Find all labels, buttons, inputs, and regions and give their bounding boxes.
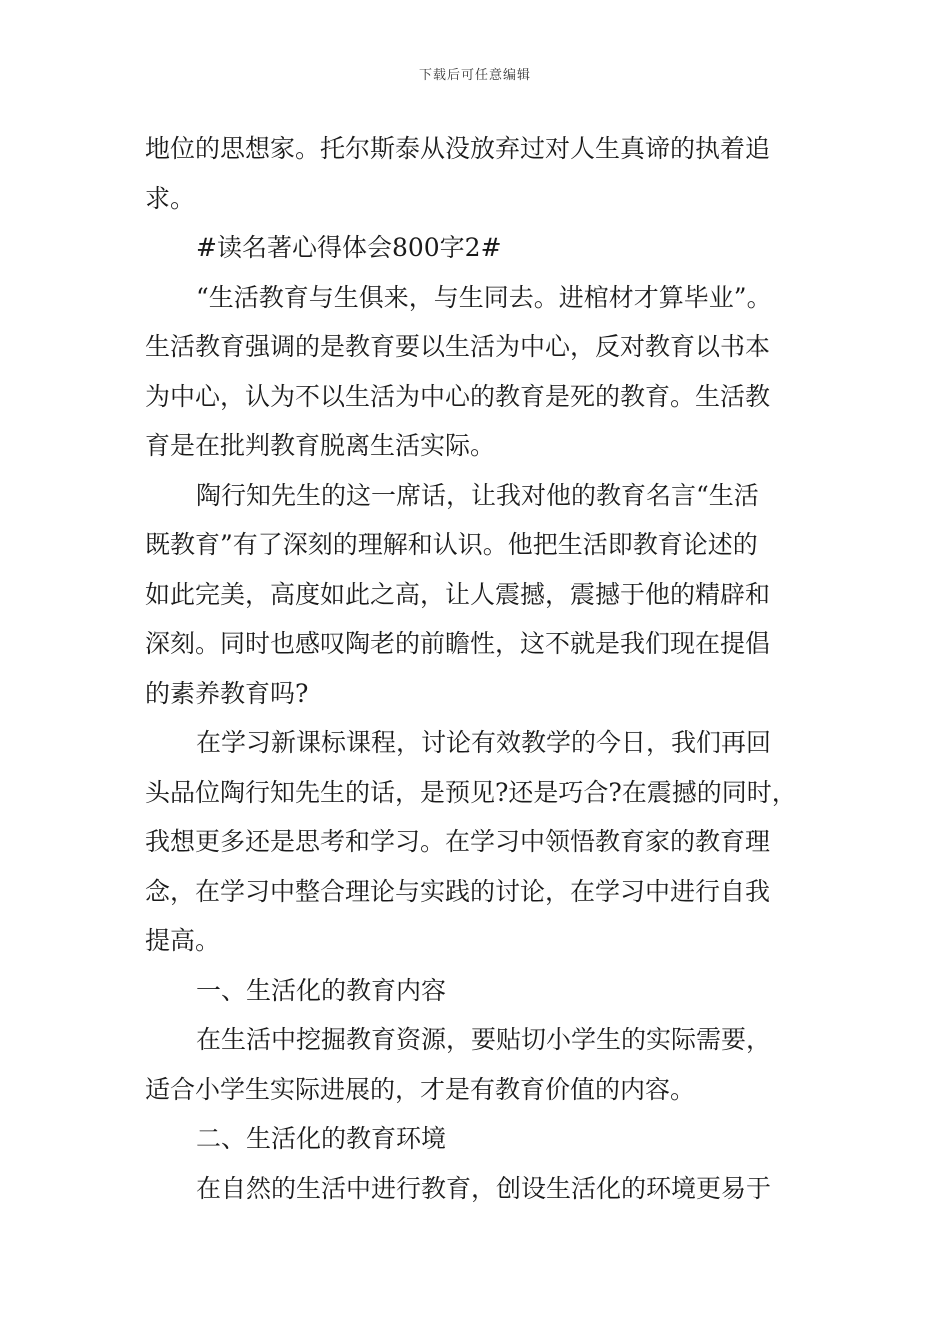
- text-line: 提高。: [145, 926, 221, 955]
- text-line: “生活教育与生俱来，与生同去。进棺材才算毕业”。: [196, 282, 772, 312]
- text-line: 我想更多还是思考和学习。在学习中领悟教育家的教育理: [145, 827, 771, 856]
- text-line: 在自然的生活中进行教育，创设生活化的环境更易于: [196, 1173, 772, 1203]
- text-line: 为中心，认为不以生活为中心的教育是死的教育。生活教: [145, 381, 771, 411]
- text-line: 地位的思想家。托尔斯泰从没放弃过对人生真谛的执着追: [145, 134, 771, 163]
- page-header: 下载后可任意编辑: [418, 68, 531, 83]
- text-line: 求。: [145, 183, 196, 213]
- text-line: #读名著心得体会800字2#: [196, 233, 502, 262]
- text-line: 如此完美，高度如此之高，让人震撼，震撼于他的精辟和: [145, 579, 771, 609]
- text-line: 既教育”有了深刻的理解和认识。他把生活即教育论述的: [145, 530, 758, 559]
- text-line: 在生活中挖掘教育资源，要贴切小学生的实际需要，: [196, 1025, 772, 1054]
- text-line: 头品位陶行知先生的话，是预见?还是巧合?在震撼的同时，: [145, 777, 797, 807]
- text-line: 育是在批判教育脱离生活实际。: [145, 431, 496, 460]
- text-line: 生活教育强调的是教育要以生活为中心，反对教育以书本: [145, 332, 771, 361]
- text-line: 念，在学习中整合理论与实践的讨论，在学习中进行自我: [145, 876, 771, 906]
- text-line: 二、生活化的教育环境: [196, 1124, 447, 1153]
- text-line: 一、生活化的教育内容: [196, 975, 447, 1005]
- text-line: 在学习新课标课程，讨论有效教学的今日，我们再回: [196, 728, 772, 757]
- text-line: 适合小学生实际进展的，才是有教育价值的内容。: [145, 1074, 696, 1104]
- text-line: 深刻。同时也感叹陶老的前瞻性，这不就是我们现在提倡: [145, 629, 771, 658]
- document-body: [145, 124, 810, 1213]
- text-line: 的素养教育吗?: [145, 678, 309, 708]
- text-line: 陶行知先生的这一席话，让我对他的教育名言“生活: [196, 480, 759, 510]
